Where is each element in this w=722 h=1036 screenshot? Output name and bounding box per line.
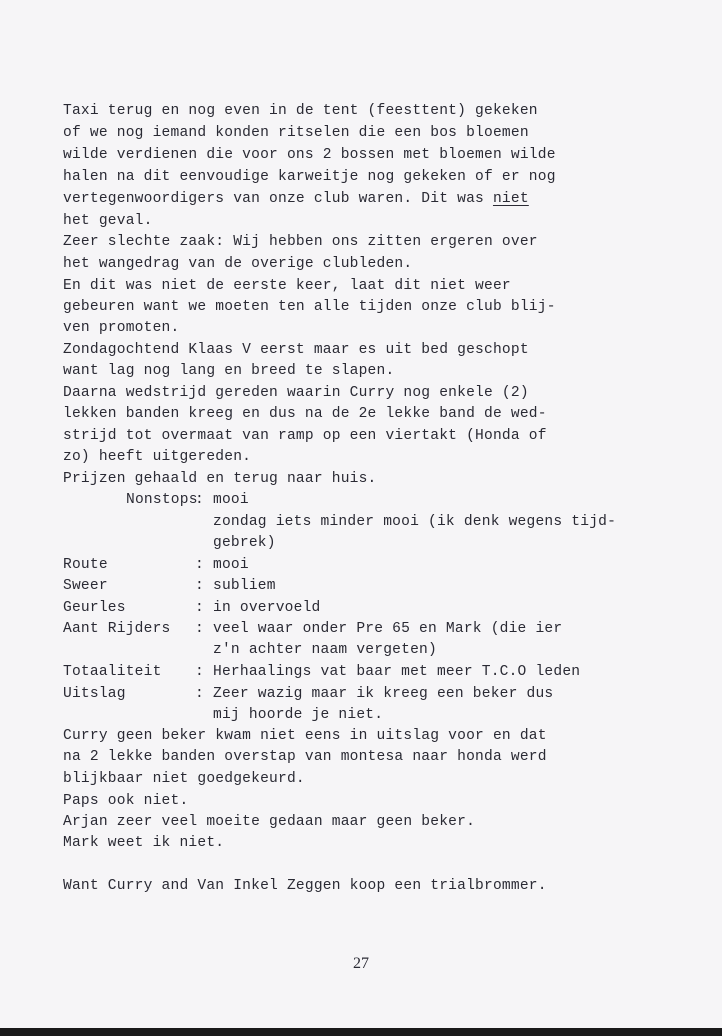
rating-value: Zeer wazig maar ik kreeg een beker dus [213, 686, 554, 702]
text-line: wilde verdienen die voor ons 2 bossen met bloemen wilde [63, 147, 556, 163]
text-line: na 2 lekke banden overstap van montesa naar honda werd [63, 749, 547, 765]
text-line: Prijzen gehaald en terug naar huis. [63, 471, 377, 487]
text-line: Zeer slechte zaak: Wij hebben ons zitten ergeren over [63, 234, 538, 250]
text-line: Zondagochtend Klaas V eerst maar es uit bed geschopt [63, 342, 529, 358]
rating-label: Aant Rijders [63, 621, 171, 637]
rating-value: subliem [213, 578, 276, 594]
rating-value: gebrek) [213, 535, 276, 551]
rating-colon: : [195, 492, 204, 508]
text-line: Daarna wedstrijd gereden waarin Curry nog enkele (2) [63, 385, 529, 401]
scan-edge-bar [0, 1028, 722, 1036]
rating-value: z'n achter naam vergeten) [213, 642, 437, 658]
rating-colon: : [195, 600, 204, 616]
text-line: zo) heeft uitgereden. [63, 449, 252, 465]
rating-value: zondag iets minder mooi (ik denk wegens tijd- [213, 514, 617, 530]
text-line: Paps ook niet. [63, 793, 189, 809]
rating-colon: : [195, 664, 204, 680]
text-line: of we nog iemand konden ritselen die een bos bloemen [63, 125, 529, 141]
text-line: Taxi terug en nog even in de tent (feesttent) gekeken [63, 103, 538, 119]
rating-colon: : [195, 578, 204, 594]
text-line: gebeuren want we moeten ten alle tijden onze club blij- [63, 299, 556, 315]
rating-value: mij hoorde je niet. [213, 707, 384, 723]
text-line: En dit was niet de eerste keer, laat dit niet weer [63, 278, 511, 294]
rating-value: in overvoeld [213, 600, 321, 616]
text-line: ven promoten. [63, 320, 180, 336]
rating-colon: : [195, 621, 204, 637]
rating-colon: : [195, 557, 204, 573]
rating-label: Route [63, 557, 108, 573]
rating-label: Nonstops [126, 492, 198, 508]
text-line: want lag nog lang en breed te slapen. [63, 363, 395, 379]
text-line: Mark weet ik niet. [63, 835, 225, 851]
rating-value: mooi [213, 492, 249, 508]
underlined-word: niet [492, 191, 529, 207]
text-segment: vertegenwoordigers van onze club waren. Dit was [63, 191, 493, 207]
rating-label: Totaaliteit [63, 664, 162, 680]
text-line: strijd tot overmaat van ramp op een viertakt (Honda of [63, 428, 547, 444]
rating-value: veel waar onder Pre 65 en Mark (die ier [213, 621, 563, 637]
text-line: lekken banden kreeg en dus na de 2e lekke band de wed- [63, 406, 547, 422]
page-number: 27 [353, 955, 369, 972]
rating-label: Uitslag [63, 686, 126, 702]
closing-line: Want Curry and Van Inkel Zeggen koop een trialbrommer. [63, 878, 547, 894]
text-line: halen na dit eenvoudige karweitje nog gekeken of er nog [63, 169, 556, 185]
rating-value: mooi [213, 557, 249, 573]
text-line: Curry geen beker kwam niet eens in uitslag voor en dat [63, 728, 547, 744]
text-line: Arjan zeer veel moeite gedaan maar geen beker. [63, 814, 476, 830]
rating-label: Sweer [63, 578, 108, 594]
rating-colon: : [195, 686, 204, 702]
text-line: het wangedrag van de overige clubleden. [63, 256, 413, 272]
text-line: het geval. [63, 213, 153, 229]
text-line: blijkbaar niet goedgekeurd. [63, 771, 305, 787]
rating-value: Herhaalings vat baar met meer T.C.O leden [213, 664, 581, 680]
rating-label: Geurles [63, 600, 126, 616]
text-line [63, 189, 529, 209]
